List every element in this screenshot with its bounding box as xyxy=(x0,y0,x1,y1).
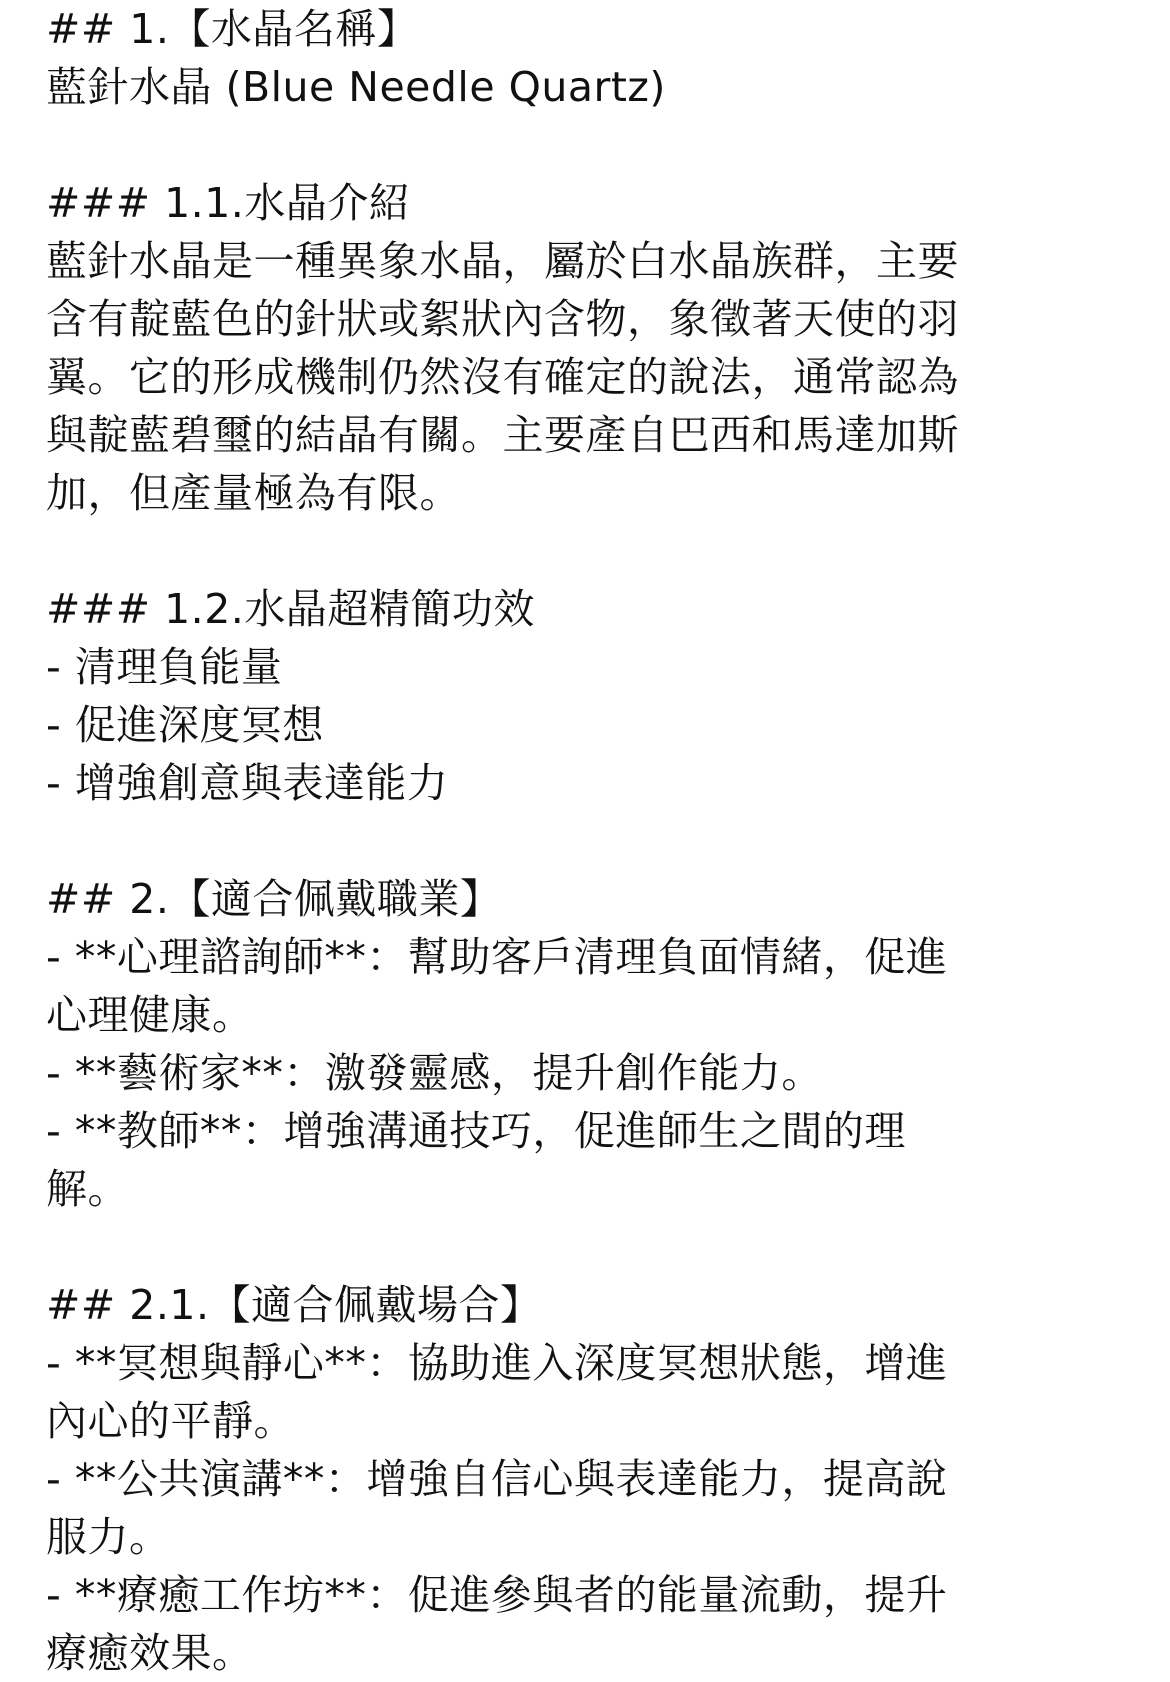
blank-line xyxy=(46,812,1146,870)
heading: ## 2.1.【適合佩戴場合】 xyxy=(46,1281,542,1329)
text-line: 翼。它的形成機制仍然沒有確定的說法，通常認為 xyxy=(46,353,959,401)
text-line: 心理健康。 xyxy=(46,991,254,1039)
heading: ## 2.【適合佩戴職業】 xyxy=(46,875,502,923)
text-line: 藍針水晶是一種異象水晶，屬於白水晶族群，主要 xyxy=(46,237,959,285)
text-line: 解。 xyxy=(46,1165,129,1213)
list-item: - **療癒工作坊**：促進參與者的能量流動，提升 xyxy=(46,1571,948,1619)
list-item: - **藝術家**：激發靈感，提升創作能力。 xyxy=(46,1049,823,1097)
list-item: - **心理諮詢師**：幫助客戶清理負面情緒，促進 xyxy=(46,933,948,981)
list-item: - **冥想與靜心**：協助進入深度冥想狀態，增進 xyxy=(46,1339,948,1387)
blank-line xyxy=(46,116,1146,174)
subheading: ### 1.1.水晶介紹 xyxy=(46,179,411,227)
subheading: ### 1.2.水晶超精簡功效 xyxy=(46,585,535,633)
list-item: - 清理負能量 xyxy=(46,643,283,691)
text-line: 加，但產量極為有限。 xyxy=(46,469,461,517)
text-line: 服力。 xyxy=(46,1513,171,1561)
text-line: 療癒效果。 xyxy=(46,1629,254,1677)
text-line: 與靛藍碧璽的結晶有關。主要產自巴西和馬達加斯 xyxy=(46,411,959,459)
text-line: 內心的平靜。 xyxy=(46,1397,295,1445)
list-item: - **公共演講**：增強自信心與表達能力，提高說 xyxy=(46,1455,948,1503)
blank-line xyxy=(46,1218,1146,1276)
text-line: 含有靛藍色的針狀或絮狀內含物，象徵著天使的羽 xyxy=(46,295,959,343)
list-item: - 增強創意與表達能力 xyxy=(46,759,449,807)
heading: ## 1.【水晶名稱】 xyxy=(46,5,419,53)
list-item: - **教師**：增強溝通技巧，促進師生之間的理 xyxy=(46,1107,906,1155)
document-text xyxy=(46,0,1146,1682)
blank-line xyxy=(46,522,1146,580)
list-item: - 促進深度冥想 xyxy=(46,701,324,749)
text-line: 藍針水晶 (Blue Needle Quartz) xyxy=(46,63,666,111)
